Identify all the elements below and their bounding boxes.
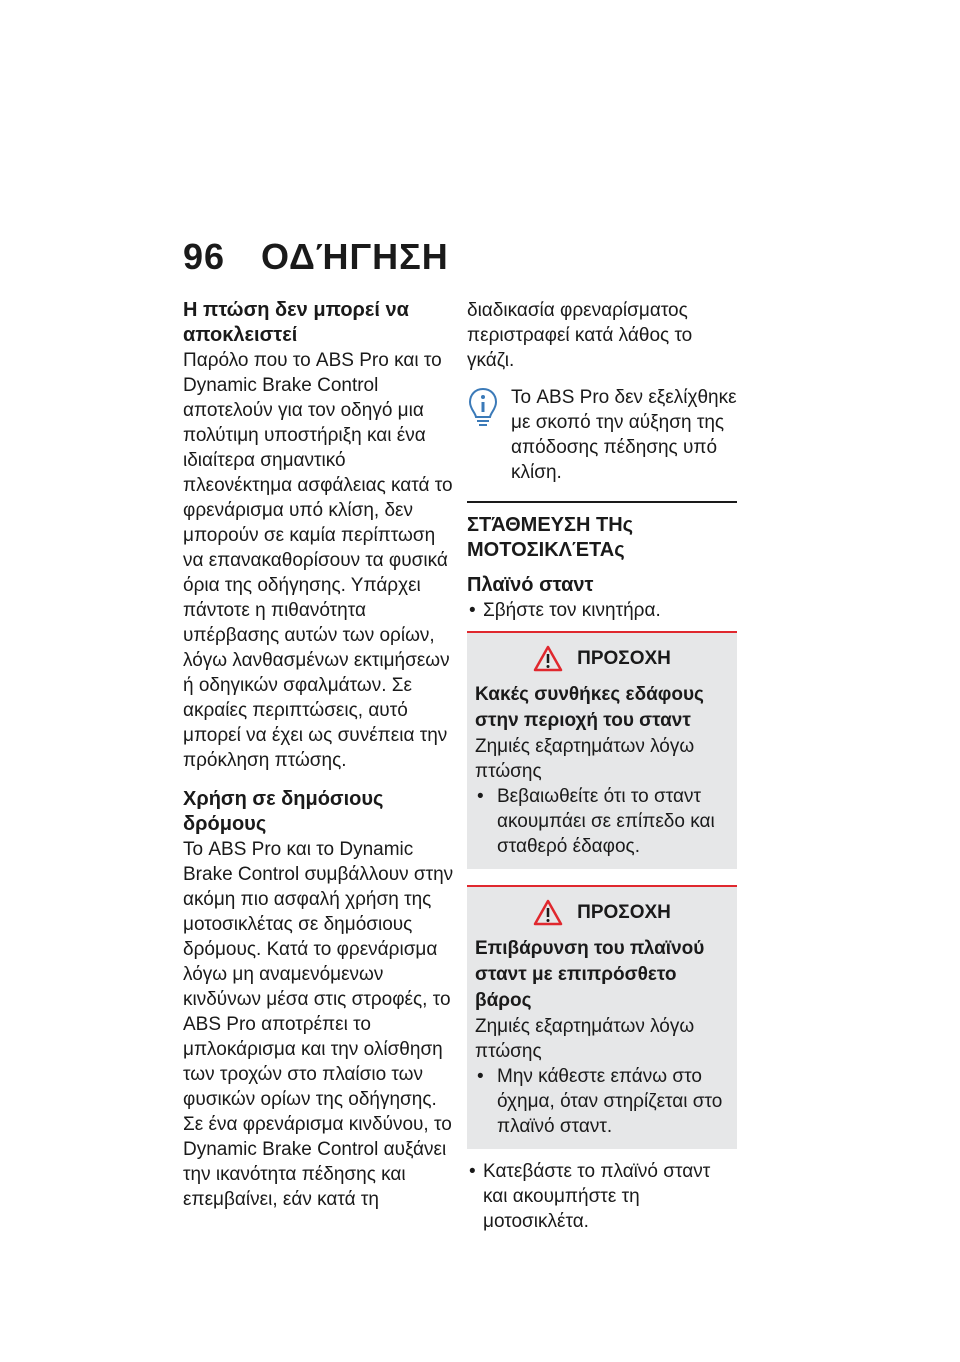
page-header <box>183 236 449 278</box>
page-number: 96 <box>183 236 226 277</box>
warning-heading: Κακές συνθήκες εδάφους στην περιοχή του σταντ <box>475 684 704 731</box>
warning-box-weight <box>467 885 737 1149</box>
chapter-title: ΟΔΉΓΗΣΗ <box>261 236 449 277</box>
warning-label: ΠΡΟΣΟΧΗ <box>577 648 671 669</box>
warning-consequence: Ζημιές εξαρτημάτων λόγω πτώσης <box>475 736 695 782</box>
subheading-side-stand: Πλαϊνό σταντ <box>467 574 594 596</box>
warning-box-ground <box>467 631 737 869</box>
heading-public-roads: Χρήση σε δημόσιους δρόμους <box>183 788 384 835</box>
warning-heading: Επιβάρυνση του πλαϊνού σταντ με επιπρόσθετο βάρος <box>475 938 705 1011</box>
step-switch-off-engine: • Σβήστε τον κινητήρα. <box>467 598 737 623</box>
warning-triangle-icon <box>533 899 563 926</box>
info-icon <box>467 387 499 427</box>
warning-header <box>475 899 729 926</box>
warning-action: • Βεβαιωθείτε ότι το σταντ ακουμπάει σε επίπεδο και σταθερό έδαφος. <box>475 784 729 859</box>
section-title-parking: ΣΤΆΘΜΕΥΣΗ ΤΗς ΜΟΤΟΣΙΚΛΈΤΑς <box>467 501 737 563</box>
paragraph-public-roads: Το ABS Pro και το Dynamic Brake Control συμβάλλουν στην ακόμη πιο ασφαλή χρήση της μοτοσικλέτας σε δημόσιους δρόμους. Κατά το φρενάρισμα λόγω μη αναμενόμενων κινδύνων μέσα στις στροφές, το ABS Pro αποτρέπει το μπλοκάρισμα και την ολίσθηση των τροχών στο πλαίσιο των φυσικών ορίων της οδήγησης. Σε ένα φρενάρισμα κινδύνου, το Dynamic Brake Control αυξάνει την ικανότητα πέδησης και επεμβαίνει, εάν κατά τη <box>183 839 454 1210</box>
heading-fall-risk: Η πτώση δεν μπορεί να αποκλειστεί <box>183 299 409 346</box>
info-text: Το ABS Pro δεν εξελίχθηκε με σκοπό την αύξηση της απόδοσης πέδησης υπό κλίση. <box>511 387 737 483</box>
warning-header <box>475 645 729 672</box>
right-column <box>467 298 737 1234</box>
info-note <box>467 385 737 485</box>
step-lower-side-stand: • Κατεβάστε το πλαϊνό σταντ και ακουμπήστε τη μοτοσικλέτα. <box>467 1159 737 1234</box>
paragraph-continued: διαδικασία φρεναρίσματος περιστραφεί κατά λάθος το γκάζι. <box>467 300 693 371</box>
paragraph-fall-risk: Παρόλο που το ABS Pro και το Dynamic Brake Control αποτελούν για τον οδηγό μια πολύτιμη υποστήριξη και ένα ιδιαίτερα σημαντικό πλεονέκτημα ασφάλειας κατά το φρενάρισμα υπό κλίση, δεν μπορούν σε καμία περίπτωση να επανακαθορίσουν τα φυσικά όρια της οδήγησης. Υπάρχει πάντοτε η πιθανότητα υπέρβασης αυτών των ορίων, λόγω λανθασμένων εκτιμήσεων ή οδηγικών σφαλμάτων. Σε ακραίες περιπτώσεις, αυτό μπορεί να έχει ως συνέπεια την πρόκληση πτώσης. <box>183 350 453 771</box>
warning-action: • Μην κάθεστε επάνω στο όχημα, όταν στηρίζεται στο πλαϊνό σταντ. <box>475 1064 729 1139</box>
warning-triangle-icon <box>533 645 563 672</box>
warning-label: ΠΡΟΣΟΧΗ <box>577 902 671 923</box>
warning-consequence: Ζημιές εξαρτημάτων λόγω πτώσης <box>475 1016 695 1062</box>
left-column <box>183 298 455 1212</box>
